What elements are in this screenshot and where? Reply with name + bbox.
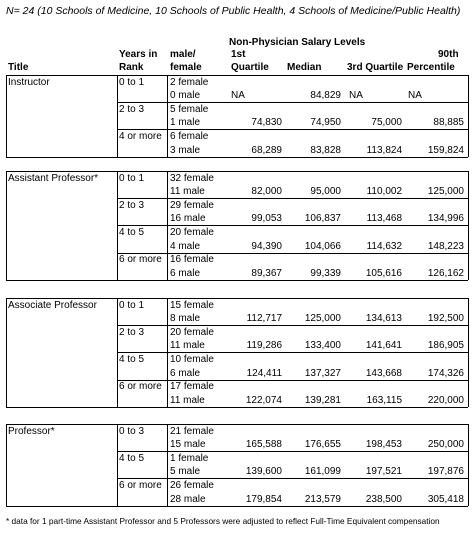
section-column-rule xyxy=(117,424,118,506)
section-column-rule xyxy=(167,75,168,157)
section-top-rule xyxy=(6,424,468,425)
value-q3: 198,453 xyxy=(365,439,402,451)
value-median: 95,000 xyxy=(310,186,341,198)
value-q3: 197,521 xyxy=(365,466,402,478)
value-q1: 179,854 xyxy=(245,493,282,505)
header-median: Median xyxy=(287,62,322,73)
gender-count: 20 female xyxy=(170,326,214,338)
years-in-rank: 2 to 3 xyxy=(119,103,145,115)
value-p90: 148,223 xyxy=(427,240,464,252)
section-title: Associate Professor xyxy=(8,299,97,311)
value-q1: 119,286 xyxy=(246,340,282,352)
value-q3: 110,002 xyxy=(366,186,402,198)
value-q3: 75,000 xyxy=(371,117,402,129)
gender-count: 20 female xyxy=(170,226,214,238)
header-q1-line2: Quartile xyxy=(231,62,269,73)
section-title: Instructor xyxy=(8,76,50,88)
value-q1: 139,600 xyxy=(245,466,282,478)
gender-count: 32 female xyxy=(170,172,214,184)
section-right-rule xyxy=(468,424,469,506)
group-separator xyxy=(167,451,468,452)
years-in-rank: 2 to 3 xyxy=(119,326,145,338)
header-title: Title xyxy=(8,62,29,73)
gender-count: 15 female xyxy=(170,299,214,311)
section-top-rule xyxy=(6,75,468,76)
value-median: 74,950 xyxy=(310,117,341,129)
gender-count: 5 male xyxy=(170,466,201,478)
header-group-label: Non-Physician Salary Levels xyxy=(229,37,366,48)
years-in-rank: 6 or more xyxy=(119,479,162,491)
value-p90: 174,326 xyxy=(427,367,464,379)
gender-count: 8 male xyxy=(170,313,201,325)
value-q1: 165,588 xyxy=(245,439,282,451)
years-in-rank: 4 or more xyxy=(119,130,162,142)
value-p90: 250,000 xyxy=(427,439,464,451)
value-median: 213,579 xyxy=(304,493,341,505)
section-title: Assistant Professor* xyxy=(8,172,99,184)
value-median: 139,281 xyxy=(304,394,341,406)
value-q3: 143,668 xyxy=(365,367,402,379)
value-q1: 94,390 xyxy=(251,240,282,252)
value-q3: 113,824 xyxy=(366,144,402,156)
value-p90: 88,885 xyxy=(433,117,464,129)
years-in-rank: 4 to 5 xyxy=(119,353,145,365)
group-separator xyxy=(167,102,468,103)
value-median: 125,000 xyxy=(304,313,341,325)
gender-count: 10 female xyxy=(170,353,214,365)
years-in-rank: 6 or more xyxy=(119,254,162,266)
value-q3: 141,641 xyxy=(365,340,402,352)
gender-count: 1 male xyxy=(170,117,201,129)
value-q3: 134,613 xyxy=(365,313,402,325)
value-q1: 99,053 xyxy=(251,213,282,225)
gender-count: 28 male xyxy=(170,493,206,505)
section-right-rule xyxy=(468,298,469,407)
value-p90: 159,824 xyxy=(427,144,464,156)
years-in-rank: 0 to 3 xyxy=(119,425,145,437)
value-p90: 305,418 xyxy=(427,493,464,505)
value-p90: 126,162 xyxy=(427,267,464,279)
section-column-rule xyxy=(6,75,7,157)
years-in-rank: 4 to 5 xyxy=(119,226,145,238)
value-q1: 82,000 xyxy=(251,186,282,198)
header-gender-line1: male/ xyxy=(170,49,196,60)
years-in-rank: 6 or more xyxy=(119,381,162,393)
value-p90: 125,000 xyxy=(427,186,464,198)
value-q1: 74,830 xyxy=(251,117,282,129)
years-in-rank: 0 to 1 xyxy=(119,299,145,311)
value-median: 84,829 xyxy=(310,90,341,102)
header-q1-line1: 1st xyxy=(231,49,246,60)
section-right-rule xyxy=(468,75,469,157)
gender-count: 6 male xyxy=(170,367,201,379)
gender-count: 17 female xyxy=(170,381,214,393)
value-median: 99,339 xyxy=(310,267,341,279)
header-years-line1: Years in xyxy=(119,49,158,60)
value-q1: 68,289 xyxy=(251,144,282,156)
header-years-line2: Rank xyxy=(119,62,144,73)
gender-count: 11 male xyxy=(170,340,205,352)
value-p90: 197,876 xyxy=(427,466,464,478)
value-p90: 220,000 xyxy=(427,394,464,406)
value-median: 83,828 xyxy=(310,144,341,156)
gender-count: 4 male xyxy=(170,240,201,252)
gender-count: 11 male xyxy=(170,394,205,406)
gender-count: 3 male xyxy=(170,144,201,156)
value-median: 106,837 xyxy=(304,213,341,225)
value-median: 104,066 xyxy=(304,240,341,252)
gender-count: 29 female xyxy=(170,199,214,211)
table-caption: N= 24 (10 Schools of Medicine, 10 Schools of Public Health, 4 Schools of Medicine/Public Health) xyxy=(6,5,461,17)
header-p90-line2: Percentile xyxy=(407,62,455,73)
section-bottom-rule xyxy=(6,506,468,507)
value-median: 161,099 xyxy=(304,466,341,478)
section-column-rule xyxy=(6,298,7,407)
section-column-rule xyxy=(117,75,118,157)
header-p90-line1: 90th xyxy=(438,49,459,60)
years-in-rank: 0 to 1 xyxy=(119,172,145,184)
value-q3: 114,632 xyxy=(366,240,402,252)
gender-count: 26 female xyxy=(170,479,214,491)
gender-count: 6 female xyxy=(170,130,209,142)
section-bottom-rule xyxy=(6,407,468,408)
gender-count: 15 male xyxy=(170,439,206,451)
value-median: 137,327 xyxy=(304,367,341,379)
value-q1: 89,367 xyxy=(251,267,282,279)
value-q1: NA xyxy=(231,90,245,102)
section-column-rule xyxy=(6,171,7,280)
value-p90: 192,500 xyxy=(427,313,464,325)
header-gender-line2: female xyxy=(170,62,202,73)
footnote: * data for 1 part-time Assistant Professor and 5 Professors were adjusted to reflect Full-Time Equivalent compensation xyxy=(6,516,440,526)
value-q1: 112,717 xyxy=(246,313,282,325)
section-bottom-rule xyxy=(6,280,468,281)
value-q1: 124,411 xyxy=(246,367,282,379)
gender-count: 16 female xyxy=(170,254,214,266)
gender-count: 2 female xyxy=(170,76,209,88)
value-q1: 122,074 xyxy=(245,394,282,406)
value-median: 133,400 xyxy=(304,340,341,352)
group-separator xyxy=(167,129,468,130)
gender-count: 0 male xyxy=(170,90,201,102)
gender-count: 6 male xyxy=(170,267,201,279)
value-q3: 113,468 xyxy=(366,213,402,225)
gender-count: 21 female xyxy=(170,425,214,437)
gender-count: 5 female xyxy=(170,103,209,115)
section-title: Professor* xyxy=(8,425,55,437)
value-q3: NA xyxy=(349,90,363,102)
years-in-rank: 0 to 1 xyxy=(119,76,145,88)
section-column-rule xyxy=(167,424,168,506)
section-column-rule xyxy=(6,424,7,506)
value-p90: NA xyxy=(408,90,422,102)
gender-count: 11 male xyxy=(170,186,205,198)
value-q3: 238,500 xyxy=(365,493,402,505)
value-p90: 186,905 xyxy=(427,340,464,352)
header-q3: 3rd Quartile xyxy=(347,62,404,73)
years-in-rank: 4 to 5 xyxy=(119,452,145,464)
years-in-rank: 2 to 3 xyxy=(119,199,145,211)
value-p90: 134,996 xyxy=(427,213,464,225)
section-right-rule xyxy=(468,171,469,280)
value-q3: 163,115 xyxy=(366,394,402,406)
gender-count: 16 male xyxy=(170,213,206,225)
section-bottom-rule xyxy=(6,157,468,158)
value-median: 176,655 xyxy=(304,439,341,451)
gender-count: 1 female xyxy=(170,452,209,464)
value-q3: 105,616 xyxy=(365,267,402,279)
